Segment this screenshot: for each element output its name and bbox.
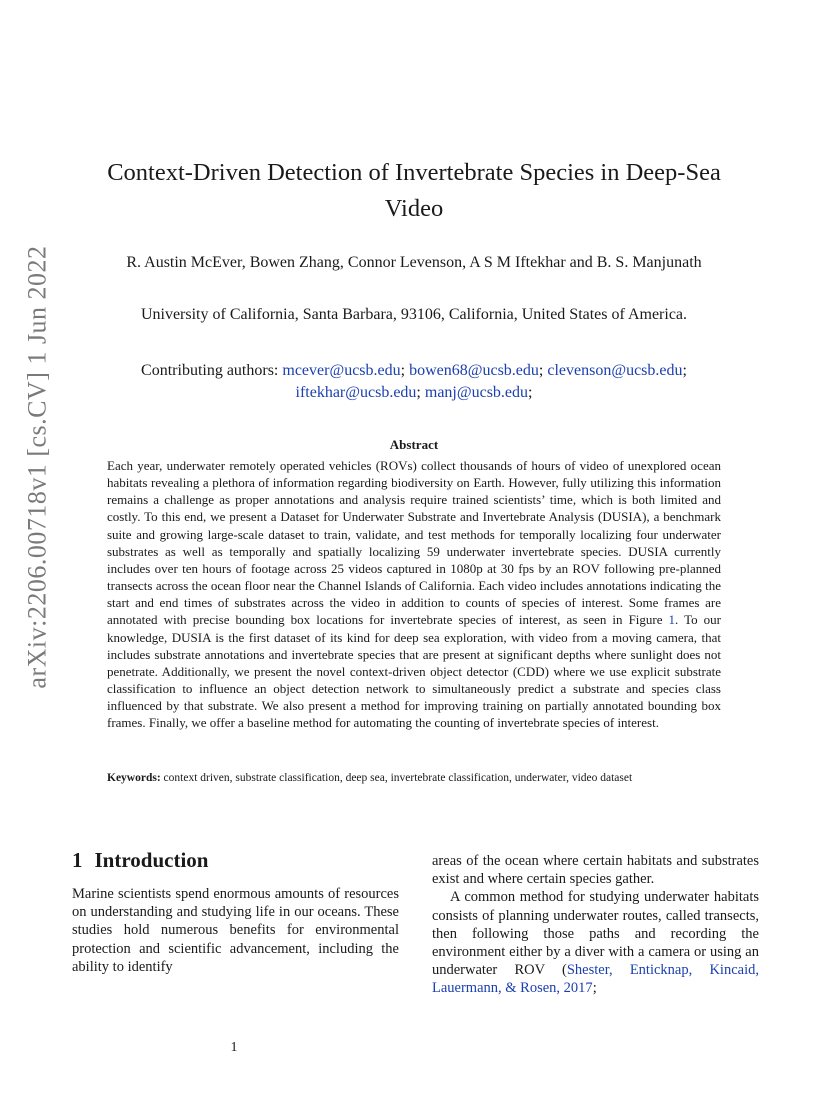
page-number: 1 bbox=[230, 1040, 238, 1055]
intro-left-column bbox=[72, 885, 399, 976]
email-link-bowen68[interactable]: bowen68@ucsb.edu bbox=[409, 362, 539, 379]
intro-paragraph-1: Marine scientists spend enormous amounts of resources on understanding and studying life in our oceans. These studies hold numerous benefits for environmental protection and scientific advancement, including the ability to identify bbox=[72, 886, 399, 975]
intro-right-column bbox=[432, 852, 759, 998]
arxiv-identifier-text: arXiv:2206.00718v1 [cs.CV] 1 Jun 2022 bbox=[23, 245, 53, 689]
affiliation: University of California, Santa Barbara, 93106, California, United States of America. bbox=[140, 306, 688, 323]
email-separator: ; bbox=[528, 384, 533, 401]
keywords-label: Keywords: bbox=[107, 772, 161, 784]
email-separator: ; bbox=[682, 362, 687, 379]
email-separator: ; bbox=[538, 362, 544, 379]
contributing-authors-label: Contributing authors: bbox=[141, 362, 279, 379]
abstract-text-part1: Each year, underwater remotely operated vehicles (ROVs) collect thousands of hours of video of unexplored ocean habitats revealing a plethora of information regarding biodiversity on Earth. However, fully utilizing this information remains a challenge as proper annotations and analysis require trained scientists’ time, which is both limited and costly. To this end, we present a Dataset for Underwater Substrate and Invertebrate Analysis (DUSIA), a benchmark suite and growing large-scale dataset to train, validate, and test methods for temporally localizing four underwater substrates as well as temporally and spatially localizing 59 underwater invertebrate species. DUSIA currently includes over ten hours of footage across 25 videos captured in 1080p at 30 fps by an ROV following pre-planned transects across the ocean floor near the Channel Islands of California. Each video includes annotations indicating the start and end times of substrates across the video in addition to counts of species of interest. Some frames are annotated with precise bounding box locations for invertebrate species of interest, as seen in Figure bbox=[107, 458, 721, 628]
keywords-text: context driven, substrate classification, deep sea, invertebrate classification, underwater, video dataset bbox=[163, 772, 633, 784]
citation-trailer: ; bbox=[592, 980, 597, 997]
abstract-heading: Abstract bbox=[389, 437, 439, 452]
citation-shester-2017-link[interactable]: Shester, Enticknap, Kincaid, Lauermann, & Rosen, 2017 bbox=[432, 962, 759, 997]
abstract-text-part2: . To our knowledge, DUSIA is the first dataset of its kind for deep sea exploration, with video from a moving camera, that includes substrate annotations and invertebrate species that are present at significant depths where sunlight does not penetrate. Additionally, we present the novel context-driven object detector (CDD) where we use explicit substrate classification to influence an object detection network to simultaneously predict a substrate and species class influenced by that substrate. We also present a method for improving training on partially annotated bounding box frames. Finally, we offer a baseline method for automating the counting of invertebrate species of interest. bbox=[107, 612, 721, 731]
paper-title: Context-Driven Detection of Invertebrate Species in Deep-Sea Video bbox=[107, 159, 721, 222]
intro-paragraph-2 bbox=[432, 888, 759, 997]
contributing-authors bbox=[80, 360, 748, 404]
intro-paragraph-1-continued: areas of the ocean where certain habitats and substrates exist and where certain species gather. bbox=[432, 853, 759, 888]
email-link-mcever[interactable]: mcever@ucsb.edu bbox=[282, 362, 401, 379]
arxiv-identifier-stamp bbox=[14, 247, 62, 687]
author-list: R. Austin McEver, Bowen Zhang, Connor Levenson, A S M Iftekhar and B. S. Manjunath bbox=[126, 254, 702, 271]
email-link-clevenson[interactable]: clevenson@ucsb.edu bbox=[547, 362, 683, 379]
figure-1-reference-link[interactable]: 1 bbox=[668, 612, 676, 628]
section-title: Introduction bbox=[94, 848, 209, 872]
abstract-text bbox=[107, 457, 721, 732]
intro-paragraph-2-text: A common method for studying underwater habitats consists of planning underwater routes, called transects, then following those paths and recording the environment either by a diver with a camera or using an underwater ROV ( bbox=[432, 889, 759, 979]
email-separator: ; bbox=[400, 362, 406, 379]
email-link-iftekhar[interactable]: iftekhar@ucsb.edu bbox=[295, 384, 417, 401]
section-heading-introduction bbox=[72, 848, 208, 873]
section-number: 1 bbox=[72, 848, 83, 872]
email-separator: ; bbox=[416, 384, 421, 401]
email-link-manj[interactable]: manj@ucsb.edu bbox=[424, 384, 529, 401]
keywords bbox=[107, 771, 721, 786]
